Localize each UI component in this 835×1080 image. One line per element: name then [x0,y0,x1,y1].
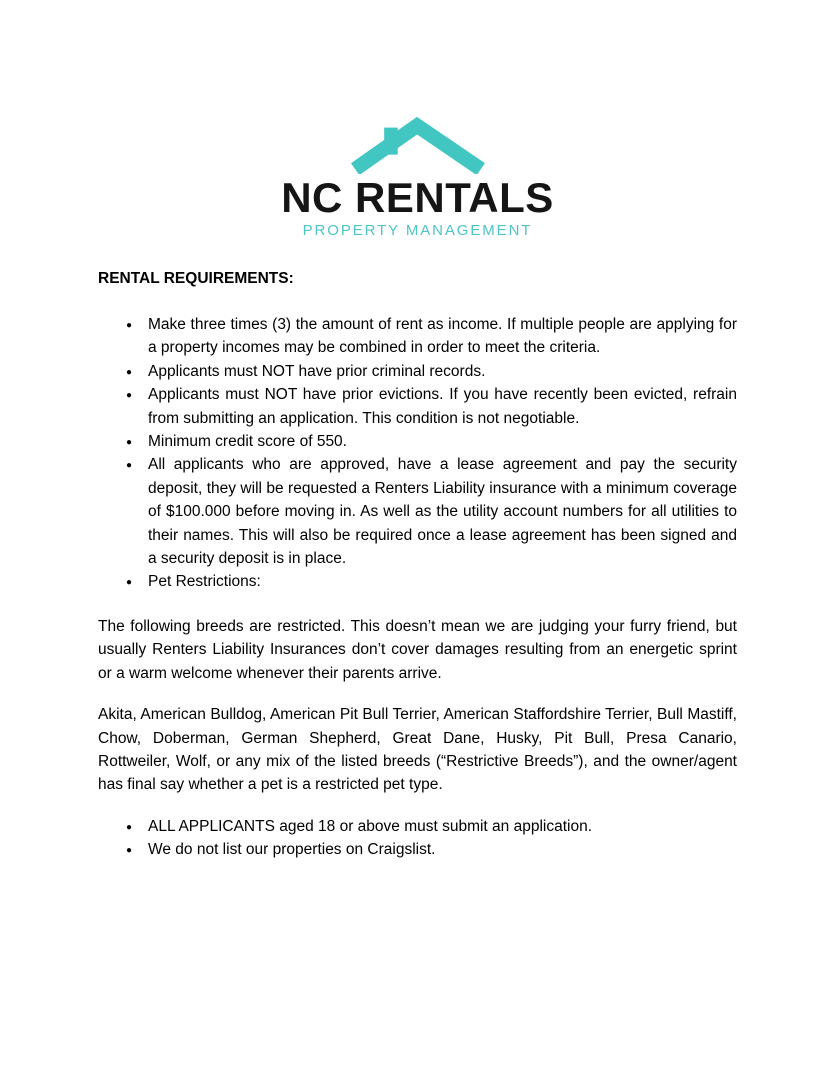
note-applicants-age: ● ALL APPLICANTS aged 18 or above must submit an application. [148,815,737,838]
logo-company-name: NC RENTALS [281,174,554,221]
paragraph-restricted-breeds-list: Akita, American Bulldog, American Pit Bull Terrier, American Staffordshire Terrier, Bull Mastiff, Chow, Doberman, German Shepherd, Great Dane, Husky, Pit Bull, Presa Canario, Rottweiler, Wolf, or any mix of the listed breeds (“Restrictive Breeds”), and the owner/agent has final say whether a pet is a restricted pet type. [98,706,737,794]
note-craigslist: ● We do not list our properties on Craigslist. [148,838,737,861]
roof-chimney-icon [0,116,835,174]
requirement-pet-restrictions: ● Pet Restrictions: [148,570,737,593]
company-logo [0,0,835,240]
requirement-credit-score: ● Minimum credit score of 550. [148,430,737,453]
requirement-insurance-utilities: ● All applicants who are approved, have a lease agreement and pay the security deposit, they will be requested a Renters Liability insurance with a minimum coverage of $100.000 before moving in. As well as the utility account numbers for all utilities to their names. This will also be required once a lease agreement has been signed and a security deposit is in place. [148,453,737,570]
section-heading: RENTAL REQUIREMENTS: [98,270,294,287]
document-body [98,269,737,862]
final-notes-list [98,815,737,862]
requirements-list [98,313,737,594]
requirement-criminal-records: ● Applicants must NOT have prior criminal records. [148,360,737,383]
logo-tagline: PROPERTY MANAGEMENT [302,222,533,239]
requirement-evictions: ● Applicants must NOT have prior evictions. If you have recently been evicted, refrain from submitting an application. This condition is not negotiable. [148,383,737,430]
requirement-income: ● Make three times (3) the amount of rent as income. If multiple people are applying for a property incomes may be combined in order to meet the criteria. [148,313,737,360]
paragraph-restricted-breeds-intro: The following breeds are restricted. This doesn’t mean we are judging your furry friend, but usually Renters Liability Insurances don’t cover damages resulting from an energetic sprint or a warm welcome whenever their parents arrive. [98,617,737,682]
